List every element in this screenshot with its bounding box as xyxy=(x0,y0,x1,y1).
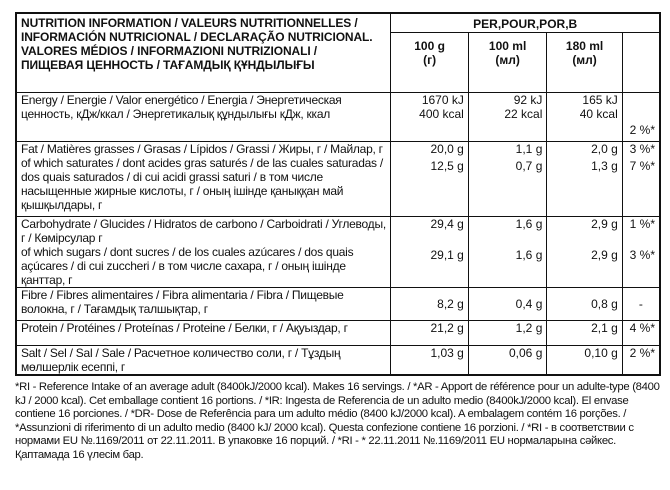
value: 2,1 g xyxy=(591,321,618,335)
salt-180ml xyxy=(547,346,622,376)
fibre-180ml xyxy=(547,288,622,321)
carb-100ml xyxy=(468,217,547,288)
row-carbohydrate xyxy=(16,217,660,288)
saturates-label: of which saturates / dont acides gras saturés / de las cuales saturadas / dos quais saturados / di cui acidi grassi saturi / в том числе насыщенные жирные кислоты, г / оның ішінде қаныққан май қышқылдары, г xyxy=(21,156,383,212)
column-amount: 180 ml xyxy=(565,39,604,53)
row-energy xyxy=(16,93,660,142)
ri-value: - xyxy=(638,297,643,311)
title-line: INFORMACIÓN NUTRICIONAL / DECLARAÇÃO NUTRICIONAL. xyxy=(21,30,373,44)
carb-ri xyxy=(622,217,660,288)
protein-100ml xyxy=(468,321,547,346)
fat-main-label: Fat / Matières grasses / Grasas / Lípidos / Grassi / Жиры, г / Майлар, г xyxy=(21,142,383,156)
value: 0,4 g xyxy=(515,297,543,311)
value: 12,5 g xyxy=(430,159,464,173)
fibre-ri xyxy=(622,288,660,321)
fat-180ml xyxy=(547,142,622,217)
value: 2,0 g xyxy=(591,142,618,156)
value: 1670 kJ xyxy=(421,93,464,107)
fat-100ml xyxy=(468,142,547,217)
ri-value: 3 %* xyxy=(629,142,655,156)
row-fat xyxy=(16,142,660,217)
sugars-label: of which sugars / dont sucres / de los cuales azúcares / dos quais açúcares / di cui zuccheri / в том числе сахара, г / оның ішінде қанттар, г xyxy=(21,245,354,287)
title-line: NUTRITION INFORMATION / VALEURS NUTRITIONNELLES / xyxy=(21,16,358,30)
energy-label: Energy / Energie / Valor energético / Energia / Энергетическая ценность, кДж/ккал / Энергетикалық құндылығы кДж, ккал xyxy=(16,93,391,142)
value: 29,4 g xyxy=(430,217,464,231)
title-line: ПИЩЕВАЯ ЦЕННОСТЬ / ТАҒАМДЫҚ ҚҰНДЫЛЫҒЫ xyxy=(21,58,315,72)
ri-value: 7 %* xyxy=(629,159,655,173)
value: 2,9 g xyxy=(591,248,618,262)
value: 0,8 g xyxy=(591,297,618,311)
column-header-100ml xyxy=(468,33,547,93)
value: 8,2 g xyxy=(437,297,464,311)
value: 0,7 g xyxy=(515,159,543,173)
fat-ri xyxy=(622,142,660,217)
energy-ri xyxy=(622,93,660,142)
value: 1,1 g xyxy=(515,142,543,156)
fat-100g xyxy=(391,142,468,217)
salt-label: Salt / Sel / Sal / Sale / Расчетное количество соли, г / Тұздың мөлшерлік есеппі, г xyxy=(16,346,391,376)
value: 1,6 g xyxy=(515,217,543,231)
value: 165 kJ xyxy=(582,93,618,107)
protein-100g xyxy=(391,321,468,346)
energy-100ml xyxy=(468,93,547,142)
value: 1,3 g xyxy=(591,159,618,173)
column-unit: (мл) xyxy=(495,53,520,67)
fat-label xyxy=(16,142,391,217)
salt-100ml xyxy=(468,346,547,376)
energy-100g xyxy=(391,93,468,142)
ri-value: 1 %* xyxy=(629,217,655,231)
salt-100g xyxy=(391,346,468,376)
value: 40 kcal xyxy=(579,107,618,121)
fibre-100g xyxy=(391,288,468,321)
fibre-100ml xyxy=(468,288,547,321)
value: 1,03 g xyxy=(430,346,464,360)
column-unit: (мл) xyxy=(572,53,597,67)
row-salt xyxy=(16,346,660,376)
value: 2,9 g xyxy=(591,217,618,231)
salt-ri xyxy=(622,346,660,376)
protein-ri xyxy=(622,321,660,346)
ri-value: 2 %* xyxy=(629,346,655,360)
column-header-180ml xyxy=(547,33,622,93)
row-fibre xyxy=(16,288,660,321)
column-unit: (г) xyxy=(423,53,437,67)
nutrition-table xyxy=(15,12,661,376)
title-line: VALORES MÉDIOS / INFORMAZIONI NUTRIZIONALI / xyxy=(21,44,318,58)
row-protein xyxy=(16,321,660,346)
value: 0,10 g xyxy=(584,346,618,360)
value: 1,6 g xyxy=(515,248,543,262)
column-header-ri xyxy=(622,33,660,93)
reference-intake-footnote: *RI - Reference Intake of an average adult (8400kJ/2000 kcal). Makes 16 servings. / *AR - Apport de référence pour un adulte-type (8400 kJ / 2000 kcal). Cet emballage contient 16 portions. / *IR: Ingesta de Referencia de un adulto medio (8400kJ/2000 kcal). El envase contiene 16 porciones. / *DR- Dose de Referência para um adulto médio (8400 kJ/2000 kcal). A embalagem contém 16 porções. / *Assunzioni di riferimento di un adulto medio (8400 kJ/ 2000 kcal). Questa confezione contiene 16 porzioni. / *RI - в соответствии с нормами ЕU №.1169/2011 от 22.11.2011. В упаковке 16 порций. / *RI - * 22.11.2011 №.1169/2011 EU нормаларына сәйкес. Қаптамада 16 үлесім бар. xyxy=(15,381,660,461)
value: 92 kJ xyxy=(513,93,543,107)
column-amount: 100 g xyxy=(414,39,445,53)
column-header-100g xyxy=(391,33,468,93)
carbohydrate-label xyxy=(16,217,391,288)
table-title xyxy=(16,13,391,93)
ri-value: 2 %* xyxy=(629,123,655,137)
value: 29,1 g xyxy=(430,248,464,262)
value: 400 kcal xyxy=(419,107,464,121)
value: 20,0 g xyxy=(430,142,464,156)
ri-value: 4 %* xyxy=(629,321,655,335)
column-amount: 100 ml xyxy=(488,39,527,53)
carb-180ml xyxy=(547,217,622,288)
value: 21,2 g xyxy=(430,321,464,335)
protein-180ml xyxy=(547,321,622,346)
value: 22 kcal xyxy=(504,107,543,121)
ri-value: 3 %* xyxy=(629,248,655,262)
value: 0,06 g xyxy=(509,346,543,360)
per-label: PER,POUR,POR,B xyxy=(391,13,660,33)
fibre-label: Fibre / Fibres alimentaires / Fibra alimentaria / Fibra / Пищевые волокна, г / Тағамдық талшықтар, г xyxy=(16,288,391,321)
energy-180ml xyxy=(547,93,622,142)
carb-100g xyxy=(391,217,468,288)
value: 1,2 g xyxy=(515,321,543,335)
carbohydrate-main-label: Carbohydrate / Glucides / Hidratos de carbono / Carboidrati / Углеводы, г / Көмірсулар г xyxy=(21,217,386,245)
header-row-1 xyxy=(16,13,660,33)
protein-label: Protein / Protéines / Proteínas / Proteine / Белки, г / Ақуыздар, г xyxy=(16,321,391,346)
